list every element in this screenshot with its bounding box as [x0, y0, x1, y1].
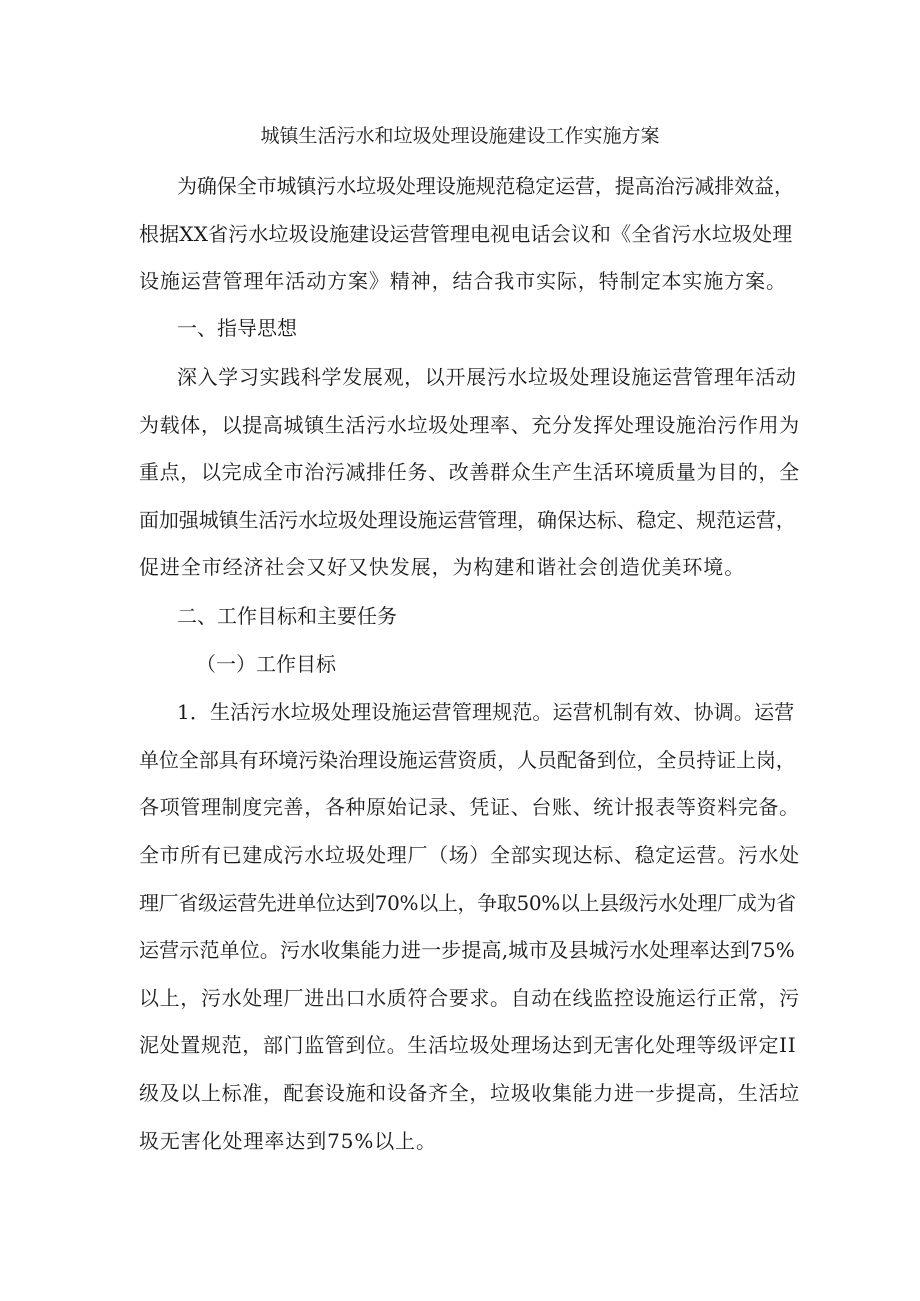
paragraph-line: 理厂省级运营先进单位达到70%以上，争取50%以上县级污水处理厂成为省 [139, 891, 796, 915]
paragraph-line: 圾无害化处理率达到75%以上。 [139, 1129, 437, 1153]
section-heading: 二、工作目标和主要任务 [177, 604, 397, 628]
subsection-heading: （一）工作目标 [196, 652, 336, 676]
paragraph-line: 级及以上标准，配套设施和设备齐全，垃圾收集能力进一步提高，生活垃 [139, 1081, 800, 1105]
section-heading: 一、指导思想 [177, 316, 297, 340]
paragraph-line: 单位全部具有环境污染治理设施运营资质，人员配备到位，全员持证上岗， [139, 748, 796, 772]
paragraph-line: 深入学习实践科学发展观，以开展污水垃圾处理设施运营管理年活动 [177, 365, 797, 389]
paragraph-line: 运营示范单位。污水收集能力进一步提高,城市及县城污水处理率达到75% [139, 938, 795, 962]
paragraph-line: 为确保全市城镇污水垃圾处理设施规范稳定运营，提高治污减排效益， [177, 174, 794, 198]
paragraph-line: 以上，污水处理厂进出口水质符合要求。自动在线监控设施运行正常，污 [139, 986, 800, 1010]
paragraph-line: 各项管理制度完善，各种原始记录、凭证、台账、统计报表等资料完备。 [139, 795, 800, 819]
paragraph-line: 1．生活污水垃圾处理设施运营管理规范。运营机制有效、协调。运营 [177, 700, 795, 724]
document-title: 城镇生活污水和垃圾处理设施建设工作实施方案 [260, 125, 660, 147]
paragraph-line: 设施运营管理年活动方案》精神，结合我市实际，特制定本实施方案。 [139, 269, 787, 293]
paragraph-line: 根据XX省污水垃圾设施建设运营管理电视电话会议和《全省污水垃圾处理 [139, 222, 793, 246]
paragraph-line: 重点，以完成全市治污减排任务、改善群众生产生活环境质量为目的，全 [139, 460, 800, 484]
paragraph-line: 面加强城镇生活污水垃圾处理设施运营管理，确保达标、稳定、规范运营， [139, 508, 796, 532]
paragraph-line: 泥处置规范，部门监管到位。生活垃圾处理场达到无害化处理等级评定II [139, 1033, 797, 1057]
paragraph-line: 为载体，以提高城镇生活污水垃圾处理率、充分发挥处理设施治污作用为 [139, 413, 800, 437]
paragraph-line: 全市所有已建成污水垃圾处理厂（场）全部实现达标、稳定运营。污水处 [139, 843, 800, 867]
paragraph-line: 促进全市经济社会又好又快发展，为构建和谐社会创造优美环境。 [139, 555, 746, 579]
